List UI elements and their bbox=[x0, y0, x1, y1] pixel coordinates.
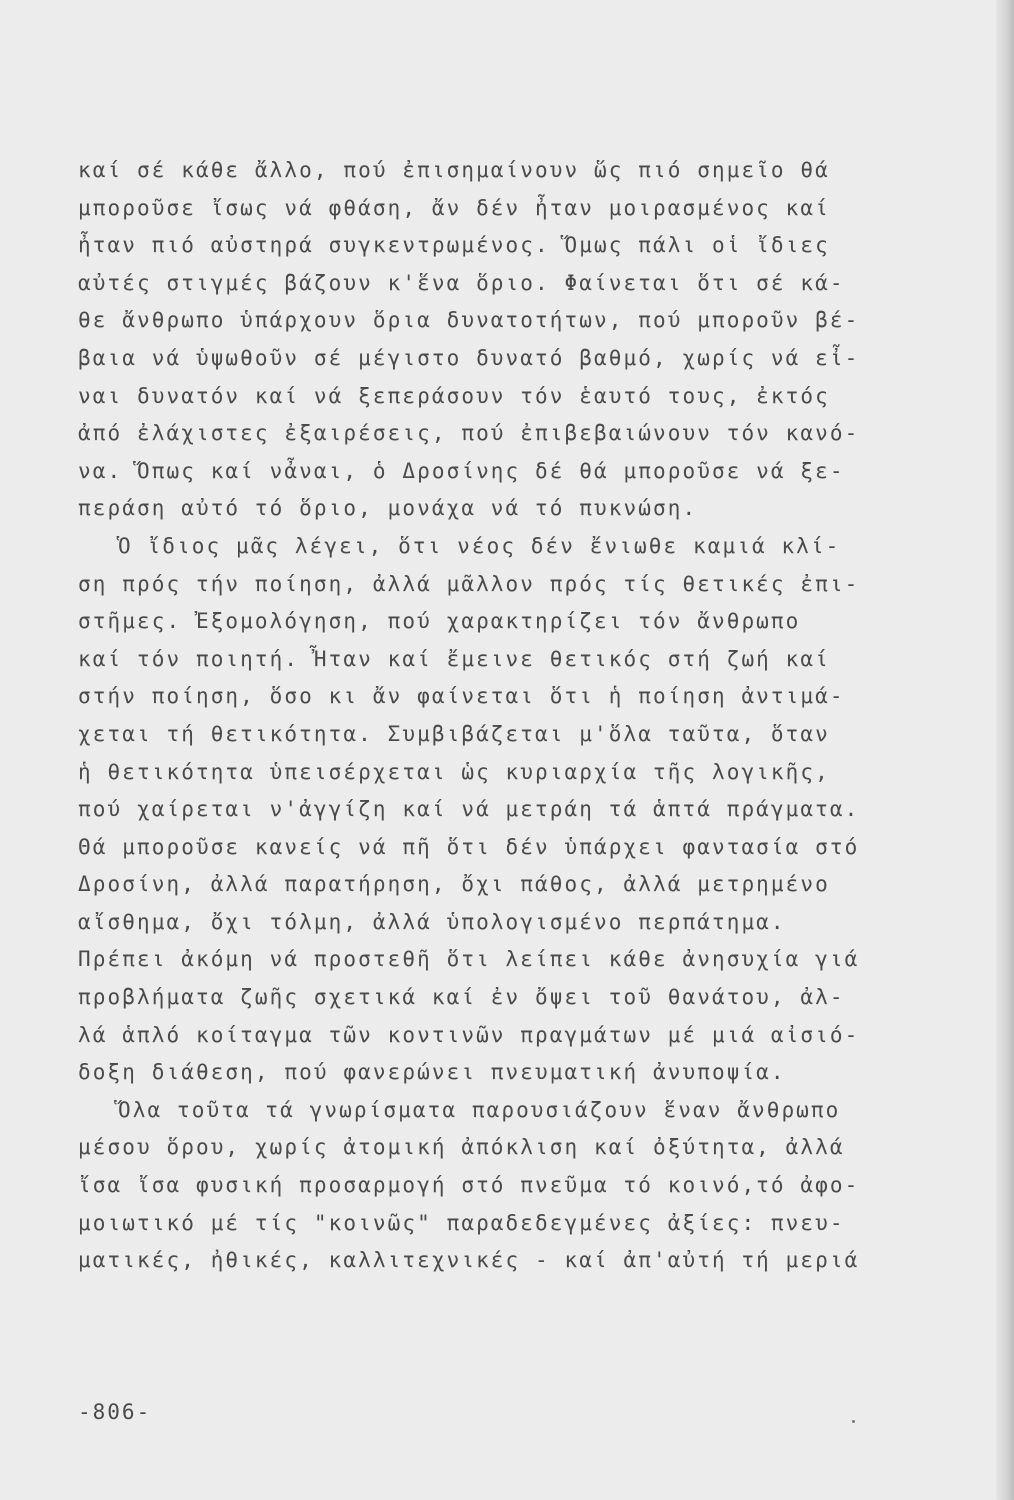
text-line: στήν ποίηση, ὅσο κι ἄν φαίνεται ὅτι ἡ ποίηση ἀντιμά- bbox=[78, 684, 845, 709]
text-line: βαια νά ὑψωθοῦν σέ μέγιστο δυνατό βαθμό, χωρίς νά εἶ- bbox=[78, 345, 860, 370]
page-number: -806- bbox=[78, 1400, 152, 1424]
text-line: καί τόν ποιητή. Ἦταν καί ἔμεινε θετικός στή ζωή καί bbox=[78, 646, 830, 671]
text-line: μοιωτικό μέ τίς "κοινῶς" παραδεδεγμένες ἀξίες: πνευ- bbox=[78, 1210, 845, 1235]
text-line: μέσου ὅρου, χωρίς ἀτομική ἀπόκλιση καί ὀξύτητα, ἀλλά bbox=[78, 1135, 845, 1160]
page-edge-shadow bbox=[996, 0, 1014, 1500]
ink-speck bbox=[852, 1420, 855, 1423]
text-line: ση πρός τήν ποίηση, ἀλλά μᾶλλον πρός τίς θετικές ἐπι- bbox=[78, 571, 860, 596]
text-line: στῆμες. Ἐξομολόγηση, πού χαρακτηρίζει τόν ἄνθρωπο bbox=[78, 609, 801, 634]
text-line: λά ἁπλό κοίταγμα τῶν κοντινῶν πραγμάτων μέ μιά αἰσιό- bbox=[78, 1022, 860, 1047]
text-line: Δροσίνη, ἀλλά παρατήρηση, ὄχι πάθος, ἀλλά μετρημένο bbox=[78, 872, 830, 897]
text-line: ναι δυνατόν καί νά ξεπεράσουν τόν ἑαυτό τους, ἐκτός bbox=[78, 383, 830, 408]
body-text bbox=[78, 152, 978, 1280]
text-line: δοξη διάθεση, πού φανερώνει πνευματική ἀνυποψία. bbox=[78, 1060, 786, 1085]
text-line: καί σέ κάθε ἄλλο, πού ἐπισημαίνουν ὥς πιό σημεῖο θά bbox=[78, 158, 830, 182]
text-line: να. Ὅπως καί νἆναι, ὁ Δροσίνης δέ θά μποροῦσε νά ξε- bbox=[78, 458, 845, 483]
text-line: Πρέπει ἀκόμη νά προστεθῆ ὅτι λείπει κάθε ἀνησυχία γιά bbox=[78, 947, 860, 972]
text-line: ματικές, ἠθικές, καλλιτεχνικές - καί ἀπ'αὐτή τή μεριά bbox=[78, 1248, 860, 1273]
text-line: μποροῦσε ἴσως νά φθάση, ἄν δέν ἦταν μοιρασμένος καί bbox=[78, 195, 830, 220]
paragraph-start-line: Ὅλα τοῦτα τά γνωρίσματα παρουσιάζουν ἕναν ἄνθρωπο bbox=[118, 1097, 841, 1122]
text-line: Θά μποροῦσε κανείς νά πῆ ὅτι δέν ὑπάρχει φαντασία στό bbox=[78, 834, 860, 859]
text-line: προβλήματα ζωῆς σχετικά καί ἐν ὄψει τοῦ θανάτου, ἀλ- bbox=[78, 985, 845, 1010]
text-line: ἴσα ἴσα φυσική προσαρμογή στό πνεῦμα τό κοινό,τό ἀφο- bbox=[78, 1173, 860, 1198]
text-line: πού χαίρεται ν'ἀγγίζη καί νά μετράη τά ἁπτά πράγματα. bbox=[78, 797, 860, 822]
text-line: χεται τή θετικότητα. Συμβιβάζεται μ'ὅλα ταῦτα, ὅταν bbox=[78, 721, 830, 746]
text-line: περάση αὐτό τό ὅριο, μονάχα νά τό πυκνώση. bbox=[78, 496, 698, 521]
text-line: θε ἄνθρωπο ὑπάρχουν ὅρια δυνατοτήτων, πού μποροῦν βέ- bbox=[78, 308, 860, 333]
text-line: ἀπό ἐλάχιστες ἐξαιρέσεις, πού ἐπιβεβαιώνουν τόν κανό- bbox=[78, 421, 860, 446]
text-line: αὐτές στιγμές βάζουν κ'ἕνα ὅριο. Φαίνεται ὅτι σέ κά- bbox=[78, 270, 845, 295]
paragraph-start-line: Ὁ ἴδιος μᾶς λέγει, ὅτι νέος δέν ἔνιωθε καμιά κλί- bbox=[118, 533, 841, 558]
text-line: ἡ θετικότητα ὑπεισέρχεται ὡς κυριαρχία τῆς λογικῆς, bbox=[78, 759, 830, 784]
text-line: αἴσθημα, ὄχι τόλμη, ἀλλά ὑπολογισμένο περπάτημα. bbox=[78, 909, 786, 934]
text-line: ἦταν πιό αὐστηρά συγκεντρωμένος. Ὅμως πάλι οἱ ἴδιες bbox=[78, 233, 830, 258]
